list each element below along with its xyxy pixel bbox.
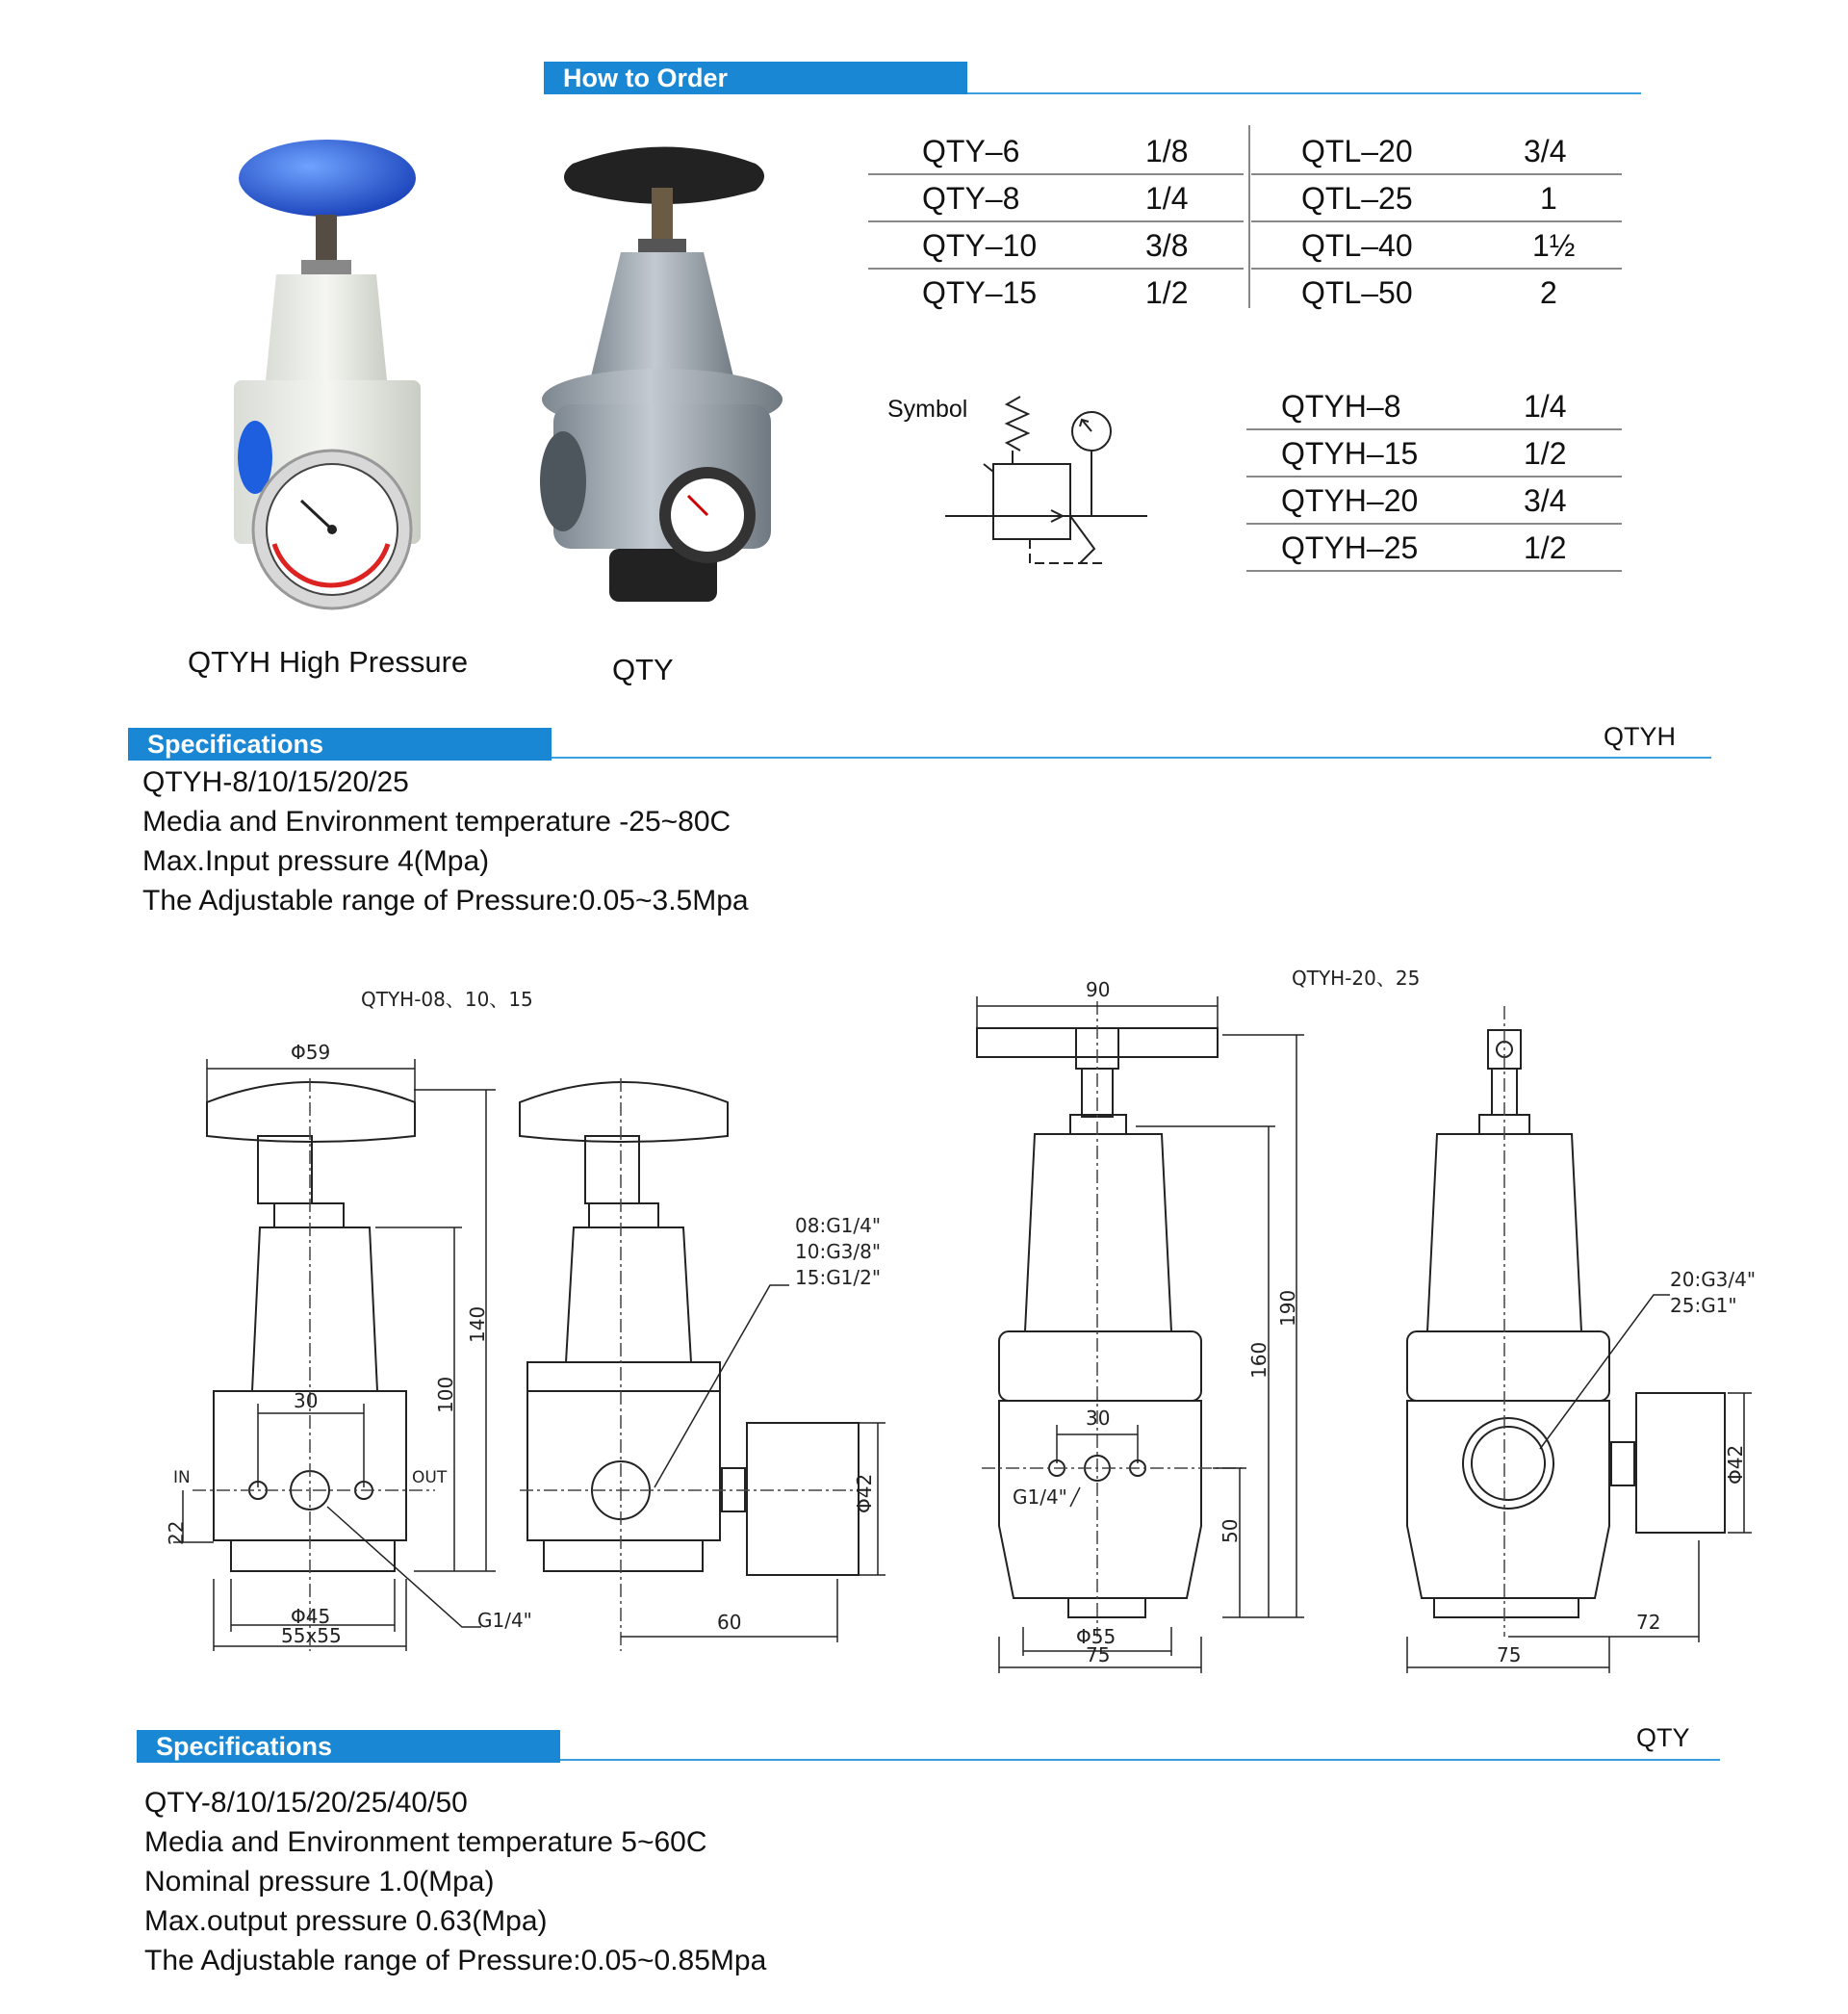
table-row: QTY–15 1/2	[922, 275, 1189, 310]
dim-label: Φ45	[291, 1605, 331, 1628]
table-row: QTYH–20 3/4	[1246, 478, 1622, 525]
spec-qtyh-rule	[552, 757, 1711, 759]
table-divider	[1248, 125, 1250, 308]
spec-qtyh-series: QTYH	[1604, 722, 1677, 751]
port-label: 08:G1/4"	[795, 1214, 882, 1237]
dim-label: 22	[165, 1520, 188, 1545]
qtyh-order-table	[1246, 383, 1622, 572]
dim-label: 60	[717, 1611, 742, 1634]
port-label: 20:G3/4"	[1670, 1268, 1757, 1291]
dim-label: 190	[1276, 1289, 1299, 1327]
dim-label: 30	[294, 1389, 319, 1412]
spec-line: Max.output pressure 0.63(Mpa)	[144, 1905, 548, 1937]
spec-line: Media and Environment temperature -25~80C	[142, 806, 732, 838]
dim-label: 72	[1636, 1611, 1661, 1634]
dim-label: 75	[1497, 1643, 1522, 1666]
dim-label: G1/4"	[477, 1609, 532, 1632]
spec-line: The Adjustable range of Pressure:0.05~0.85Mpa	[144, 1945, 767, 1976]
table-row: QTY–8 1/4	[868, 175, 1244, 222]
spec-line: The Adjustable range of Pressure:0.05~3.5Mpa	[142, 885, 749, 917]
table-row: QTYH–15 1/2	[1246, 430, 1622, 478]
dim-label: 100	[434, 1376, 457, 1413]
spec-line: Max.Input pressure 4(Mpa)	[142, 845, 490, 877]
qtl-order-table	[1251, 128, 1622, 315]
qty-caption: QTY	[612, 653, 674, 686]
qty-product-photo	[525, 144, 804, 616]
symbol-label: Symbol	[887, 396, 968, 423]
right-drawing-title: QTYH-20、25	[1292, 967, 1421, 990]
spec-qty-rule	[560, 1759, 1720, 1761]
regulator-symbol	[945, 395, 1147, 573]
spec-qtyh-title: Specifications	[128, 728, 552, 761]
table-row: QTYH–25 1/2	[1246, 525, 1622, 572]
dim-label: 90	[1086, 978, 1111, 1001]
port-label: 25:G1"	[1670, 1294, 1737, 1317]
spec-line: QTY-8/10/15/20/25/40/50	[144, 1787, 468, 1819]
dim-label: 50	[1219, 1518, 1242, 1543]
dim-label: 75	[1086, 1643, 1111, 1666]
spec-line: Nominal pressure 1.0(Mpa)	[144, 1866, 495, 1898]
spec-line: QTYH-8/10/15/20/25	[142, 766, 409, 798]
port-label: 15:G1/2"	[795, 1266, 882, 1289]
qtyh-product-photo	[217, 140, 438, 611]
spec-line: Media and Environment temperature 5~60C	[144, 1826, 707, 1858]
spec-qty-series: QTY	[1636, 1723, 1690, 1752]
table-row: QTL–40 1½	[1251, 222, 1622, 270]
table-row: QTL–50 2	[1301, 275, 1557, 310]
spec-qty-lines	[144, 1783, 766, 1980]
qty-order-table	[868, 128, 1244, 315]
left-drawing-title: QTYH-08、10、15	[361, 988, 533, 1011]
dim-label: G1/4"	[1013, 1485, 1067, 1509]
dim-label: Φ55	[1076, 1625, 1116, 1648]
dim-label: 160	[1247, 1341, 1270, 1379]
in-label: IN	[173, 1468, 191, 1487]
qtyh-caption: QTYH High Pressure	[188, 645, 469, 679]
dim-label: Φ42	[853, 1473, 876, 1513]
dim-label: 55x55	[281, 1624, 342, 1647]
how-to-order-title: How to Order	[544, 62, 967, 94]
blue-knob-icon	[239, 140, 416, 217]
dim-label: 140	[466, 1305, 489, 1343]
dim-label: Φ59	[291, 1041, 331, 1064]
table-row: QTL–20 3/4	[1251, 128, 1622, 175]
spring-icon	[1007, 397, 1028, 451]
table-row: QTY–6 1/8	[868, 128, 1244, 175]
how-to-order-rule	[967, 92, 1641, 94]
dimension-drawings	[0, 953, 1848, 1694]
table-row: QTL–25 1	[1251, 175, 1622, 222]
port-label: 10:G3/8"	[795, 1240, 882, 1263]
table-row: QTYH–8 1/4	[1246, 383, 1622, 430]
out-label: OUT	[412, 1468, 448, 1487]
spec-qty-title: Specifications	[137, 1730, 560, 1763]
dim-label: 30	[1086, 1407, 1111, 1430]
table-row: QTY–10 3/8	[868, 222, 1244, 270]
spec-qtyh-lines	[142, 762, 749, 920]
dim-label: Φ42	[1724, 1444, 1747, 1485]
